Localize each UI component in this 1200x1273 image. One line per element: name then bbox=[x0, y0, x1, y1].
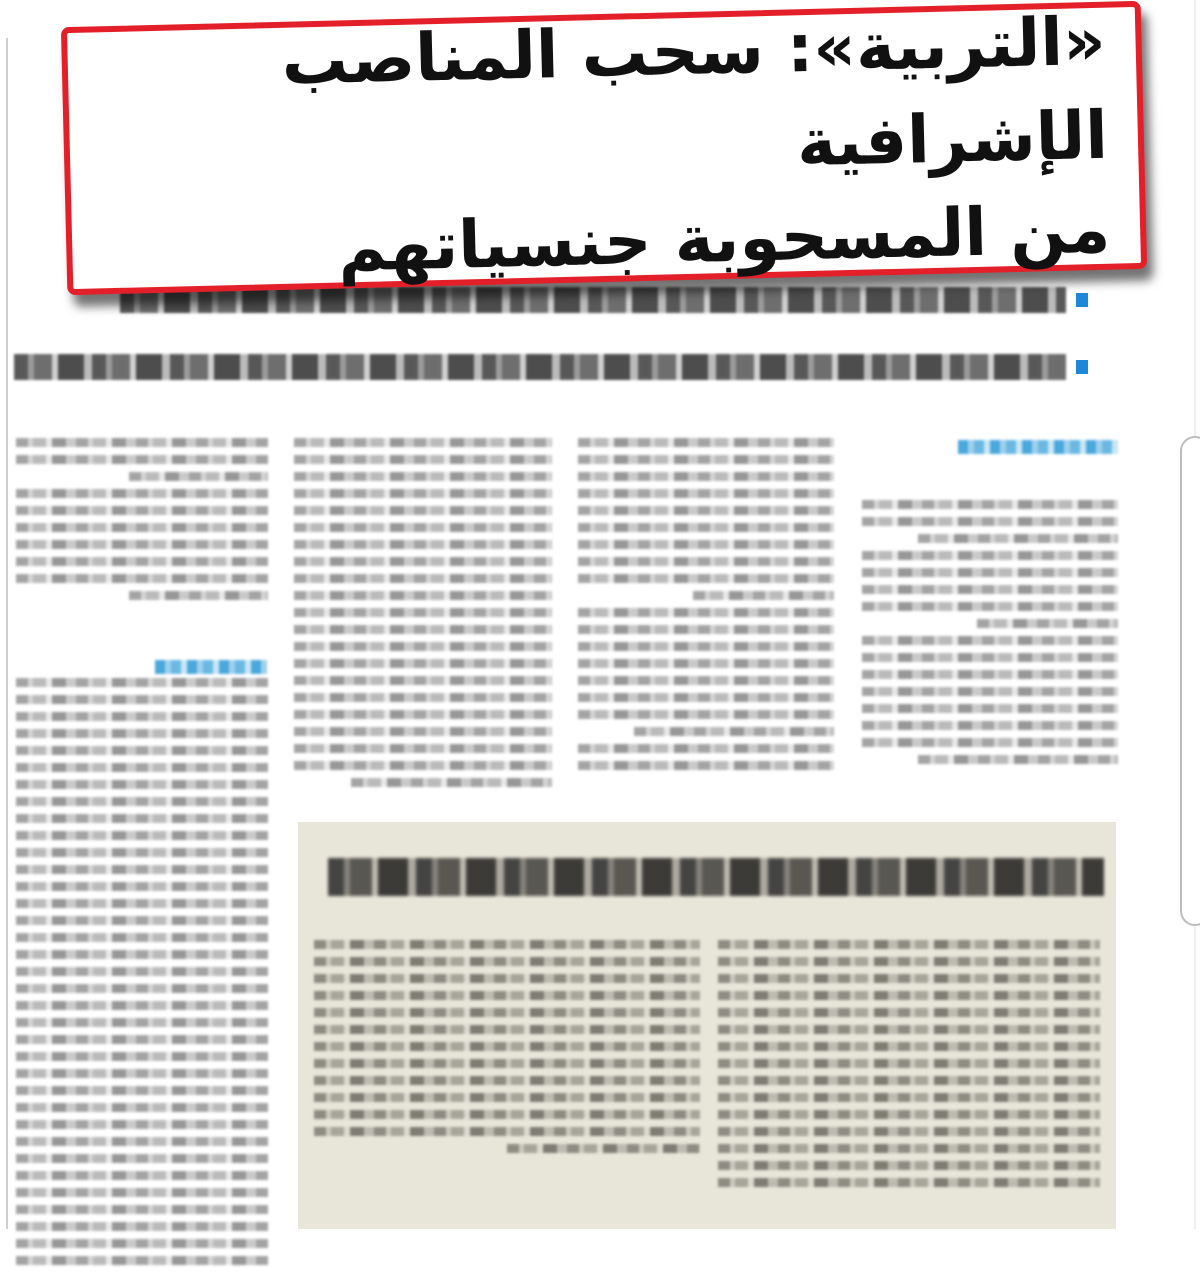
subheadline-text-blurred bbox=[14, 354, 1066, 380]
headline-card bbox=[61, 1, 1147, 295]
byline-right bbox=[958, 440, 1118, 454]
page-left-edge bbox=[6, 38, 8, 1229]
bullet-icon bbox=[1076, 360, 1088, 374]
headline-line-2: من المسحوبة جنسياتهم bbox=[337, 190, 1112, 287]
article-column-2 bbox=[294, 438, 552, 795]
bullet-icon bbox=[1076, 293, 1088, 307]
related-article-title-blurred bbox=[328, 858, 1104, 896]
related-article-box bbox=[298, 822, 1116, 1229]
subheadline-2 bbox=[14, 350, 1088, 384]
article-column-1 bbox=[16, 438, 268, 1273]
article-column-4 bbox=[862, 500, 1118, 772]
headline-line-1: «التربية»: سحب المناصب الإشرافية bbox=[280, 2, 1109, 182]
article-column-3 bbox=[578, 438, 834, 778]
related-article-column-right bbox=[718, 940, 1100, 1195]
related-article-column-left bbox=[314, 940, 700, 1161]
scroll-handle[interactable] bbox=[1180, 436, 1200, 926]
